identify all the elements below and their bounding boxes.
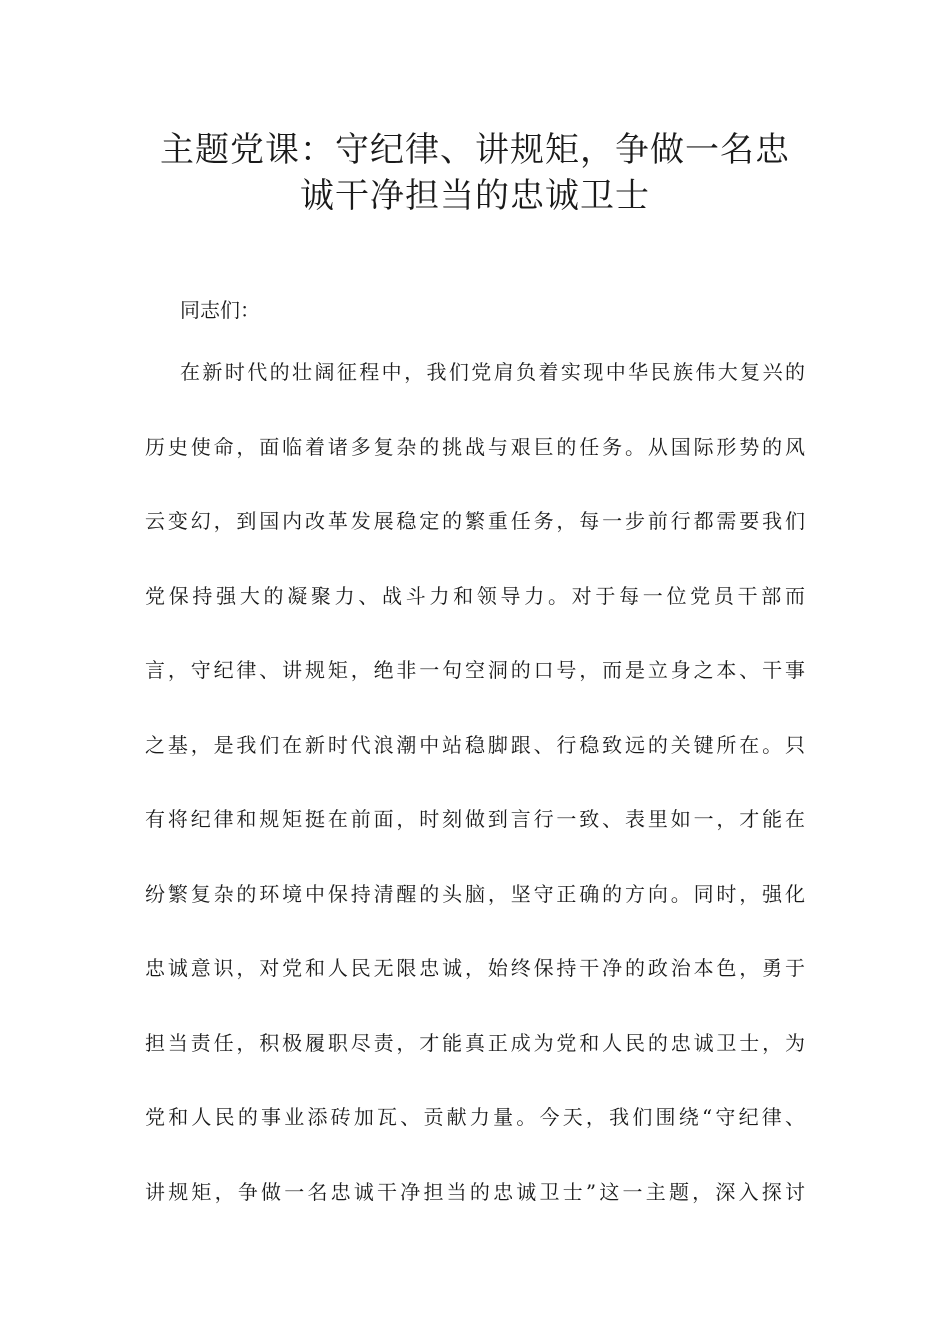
paragraph-line: 历史使命，面临着诸多复杂的挑战与艰巨的任务。从国际形势的风 [145,434,805,459]
paragraph-line: 纷繁复杂的环境中保持清醒的头脑，坚守正确的方向。同时，强化 [145,881,805,906]
document-title-line-1: 主题党课：守纪律、讲规矩，争做一名忠 [160,130,790,170]
paragraph-line: 讲规矩，争做一名忠诚干净担当的忠诚卫士”这一主题，深入探讨 [145,1179,805,1204]
paragraph-line: 党和人民的事业添砖加瓦、贡献力量。今天，我们围绕“守纪律、 [145,1105,805,1129]
paragraph-line: 云变幻，到国内改革发展稳定的繁重任务，每一步前行都需要我们 [145,509,805,533]
paragraph-line: 言，守纪律、讲规矩，绝非一句空洞的口号，而是立身之本、干事 [145,658,805,682]
paragraph-line: 在新时代的壮阔征程中，我们党肩负着实现中华民族伟大复兴的 [180,360,805,384]
greeting: 同志们： [180,298,260,322]
paragraph-line: 党保持强大的凝聚力、战斗力和领导力。对于每一位党员干部而 [145,583,805,608]
paragraph-line: 之基，是我们在新时代浪潮中站稳脚跟、行稳致远的关键所在。只 [145,732,805,757]
paragraph-line: 担当责任，积极履职尽责，才能真正成为党和人民的忠诚卫士，为 [145,1030,805,1055]
paragraph-line: 有将纪律和规矩挺在前面，时刻做到言行一致、表里如一，才能在 [145,807,805,831]
paragraph-line: 忠诚意识，对党和人民无限忠诚，始终保持干净的政治本色，勇于 [145,956,805,980]
document-title-line-2: 诚干净担当的忠诚卫士 [300,176,650,216]
